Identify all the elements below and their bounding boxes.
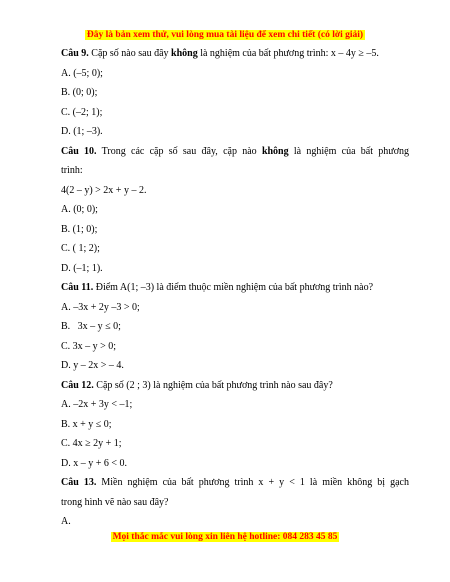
question-12-option-a: A. –2x + 3y < –1; — [61, 399, 133, 410]
question-9-option-a: A. (–5; 0); — [61, 67, 103, 79]
question-9-option-c: C. (–2; 1); — [61, 106, 103, 118]
question-11-option-b: B. 3x – y ≤ 0; — [61, 321, 121, 332]
question-label: Câu 12. — [61, 379, 94, 391]
question-13-stem: Câu 13. Miền nghiệm của bất phương trình x + y < 1 là miền không bị gạch — [61, 477, 409, 488]
question-12-option-d: D. x – y + 6 < 0. — [61, 457, 128, 469]
question-13-option-a: A. — [61, 516, 71, 527]
question-12-option-c: C. 4x ≥ 2y + 1; — [61, 438, 122, 449]
question-12-option-b: B. x + y ≤ 0; — [61, 418, 112, 430]
question-11-option-d: D. y – 2x > – 4. — [61, 360, 124, 371]
question-11-option-c: C. 3x – y > 0; — [61, 340, 117, 352]
question-11-stem: Câu 11. Điểm A(1; –3) là điểm thuộc miền nghiệm của bất phương trình nào? — [61, 282, 374, 293]
question-9-stem: Câu 9. Cặp số nào sau đây không là nghiệm của bất phương trình: x – 4y ≥ –5. — [61, 48, 379, 59]
question-11-option-a: A. –3x + 2y –3 > 0; — [61, 301, 140, 313]
preview-notice-text: Đây là bản xem thử, vui lòng mua tài liệu để xem chi tiết (có lời giải) — [86, 30, 364, 40]
hotline-banner — [0, 532, 450, 542]
question-10-option-d: D. (–1; 1). — [61, 262, 103, 274]
question-label: Câu 11. — [61, 282, 94, 293]
document-body — [61, 44, 409, 532]
hotline-text: Mọi thắc mắc vui lòng xin liên hệ hotline: 084 283 45 85 — [112, 532, 338, 542]
question-10-inequality: 4(2 – y) > 2x + y – 2. — [61, 184, 147, 196]
question-10-option-b: B. (1; 0); — [61, 223, 98, 235]
question-label: Câu 10. — [61, 145, 97, 157]
question-9-option-b: B. (0; 0); — [61, 87, 98, 98]
question-label: Câu 9. — [61, 48, 89, 59]
question-13-stem-continued: trong hình vẽ nào sau đây? — [61, 496, 169, 508]
question-9-option-d: D. (1; –3). — [61, 126, 103, 137]
question-10-option-c: C. ( 1; 2); — [61, 243, 100, 254]
question-10-option-a: A. (0; 0); — [61, 204, 98, 215]
question-10-stem-continued: trình: — [61, 165, 83, 176]
question-10-stem: Câu 10. Trong các cặp số sau đây, cặp nào không là nghiệm của bất phương — [61, 145, 409, 157]
question-12-stem: Câu 12. Cặp số (2 ; 3) là nghiệm của bất phương trình nào sau đây? — [61, 379, 333, 391]
question-label: Câu 13. — [61, 477, 97, 488]
preview-notice-banner — [0, 30, 450, 40]
